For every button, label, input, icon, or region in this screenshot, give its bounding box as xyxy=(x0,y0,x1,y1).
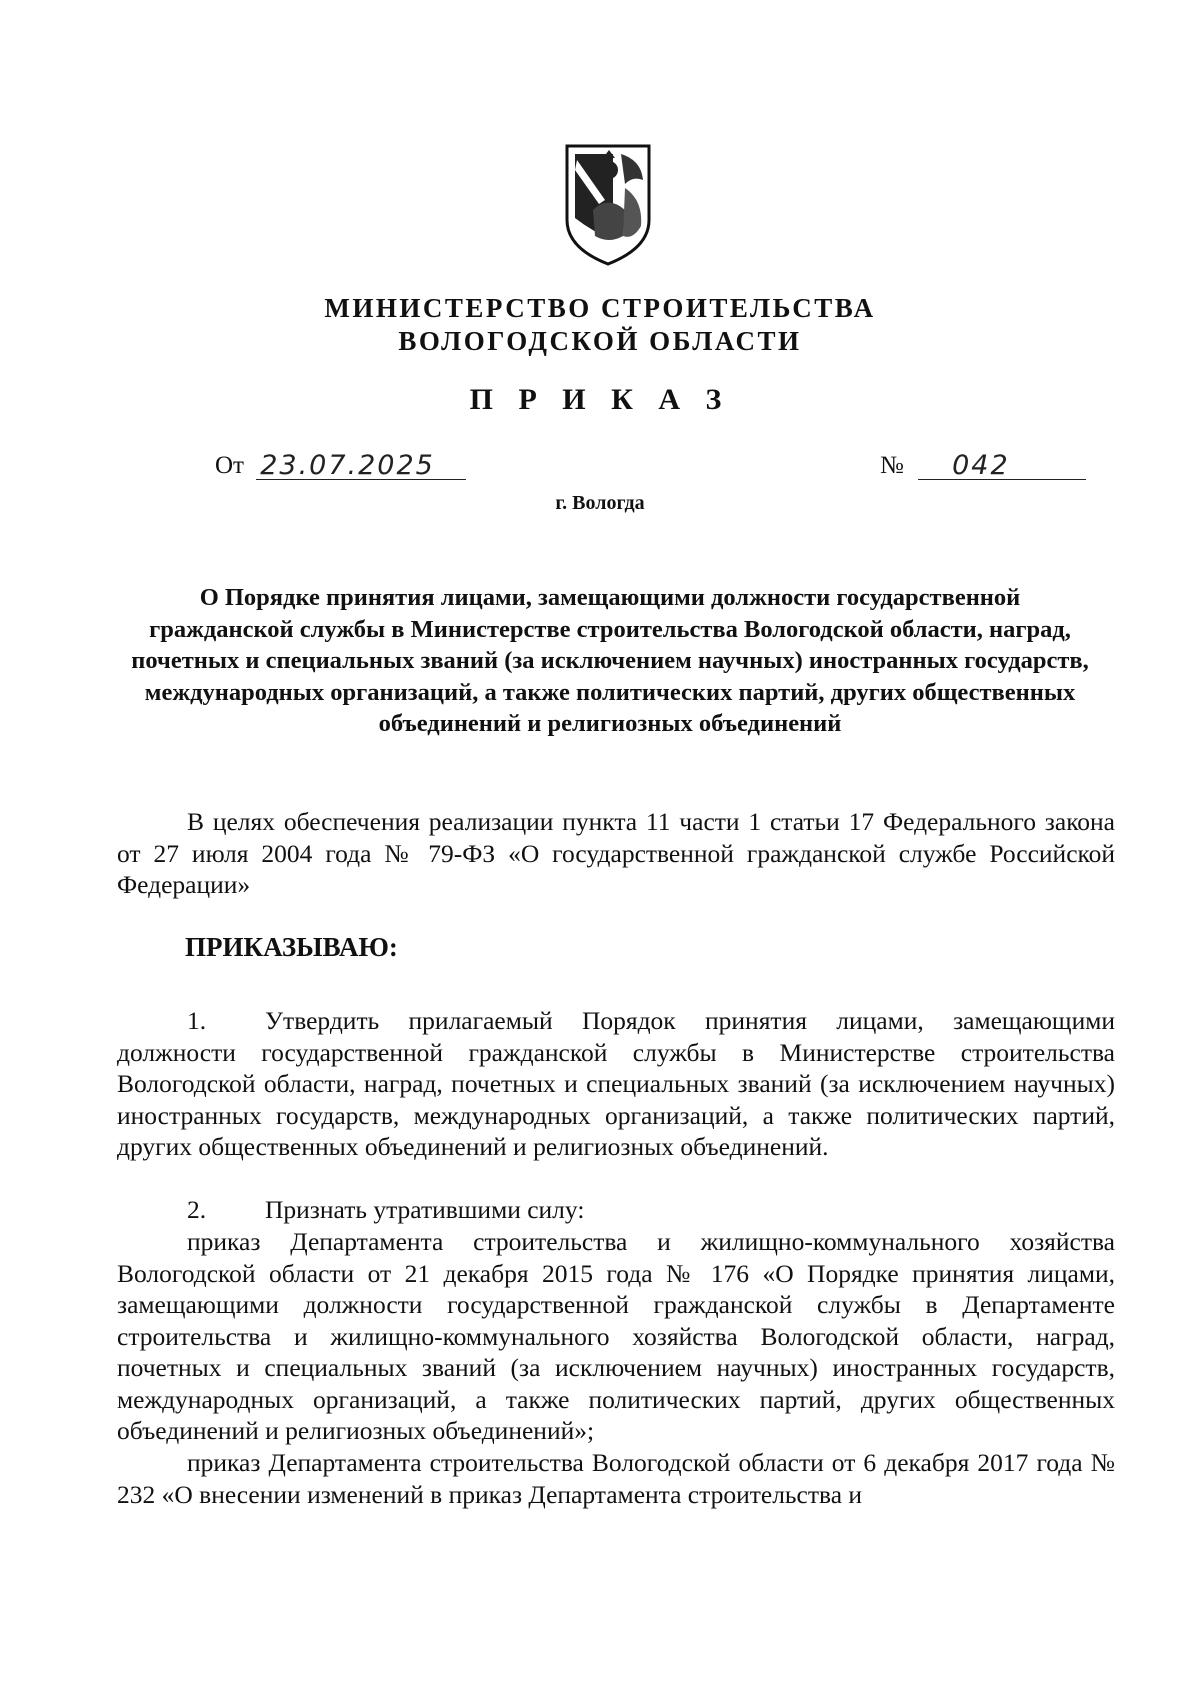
number-underline xyxy=(918,450,1086,481)
item-text: Утвердить прилагаемый Порядок принятия лицами, замещающими должности государственной гражданской службы в Министерстве строительства Вологодской области, наград, почетных и специальных званий (за исключением научных) иностранных государств, международных организаций, а также политических партий, других общественных объединений и религиозных объединений. xyxy=(117,1006,1115,1161)
city: г. Вологда xyxy=(555,492,645,514)
number-field xyxy=(880,452,1086,480)
item-number: 2. xyxy=(187,1195,207,1224)
ministry-line-1: МИНИСТЕРСТВО СТРОИТЕЛЬСТВА xyxy=(324,293,876,323)
handwritten-date: 23.07.2025 xyxy=(260,450,435,481)
repealed-order-1: приказ Департамента строительства и жилищно-коммунального хозяйства Вологодской области от 21 декабря 2015 года № 176 «О Порядке принятия лицами, замещающими должности государственной гражданской службы в Департаменте строительства и жилищно-коммунального хозяйства Вологодской области, наград, почетных и специальных званий (за исключением научных) иностранных государств, международных организаций, а также политических партий, других общественных объединений и религиозных объединений»; xyxy=(117,1227,1115,1445)
date-prefix: От xyxy=(215,452,244,479)
preamble: В целях обеспечения реализации пункта 11 части 1 статьи 17 Федерального закона от 27 июля 2004 года № 79-ФЗ «О государственной гражданской службе Российской Федерации» xyxy=(117,807,1115,899)
item-number: 1. xyxy=(187,1006,207,1035)
date-field xyxy=(215,452,466,480)
document-title: О Порядке принятия лицами, замещающими должности государственной гражданской службы в Министерстве строительства Вологодской области, наград, почетных и специальных званий (за исключением научных) иностранных государств, международных организаций, а также политических партий, других общественных объединений и религиозных объединений xyxy=(131,584,1089,737)
item-text: Признать утратившими силу: xyxy=(265,1195,585,1224)
order-item-2 xyxy=(117,1194,1115,1226)
handwritten-number: 042 xyxy=(952,450,1010,481)
coat-of-arms-emblem xyxy=(563,140,653,270)
number-prefix: № xyxy=(880,452,904,479)
order-item-1 xyxy=(117,1005,1115,1163)
order-items xyxy=(117,1005,1115,1163)
repealed-order-2: приказ Департамента строительства Вологодской области от 6 декабря 2017 года № 232 «О внесении изменений в приказ Департамента строительства и xyxy=(117,1448,1115,1509)
ministry-line-2: ВОЛОГОДСКОЙ ОБЛАСТИ xyxy=(398,326,802,356)
date-underline xyxy=(256,450,466,481)
ministry-name xyxy=(200,292,1000,358)
order-word: ПРИКАЗЫВАЮ: xyxy=(185,932,398,962)
document-type: П Р И К А З xyxy=(469,383,731,416)
